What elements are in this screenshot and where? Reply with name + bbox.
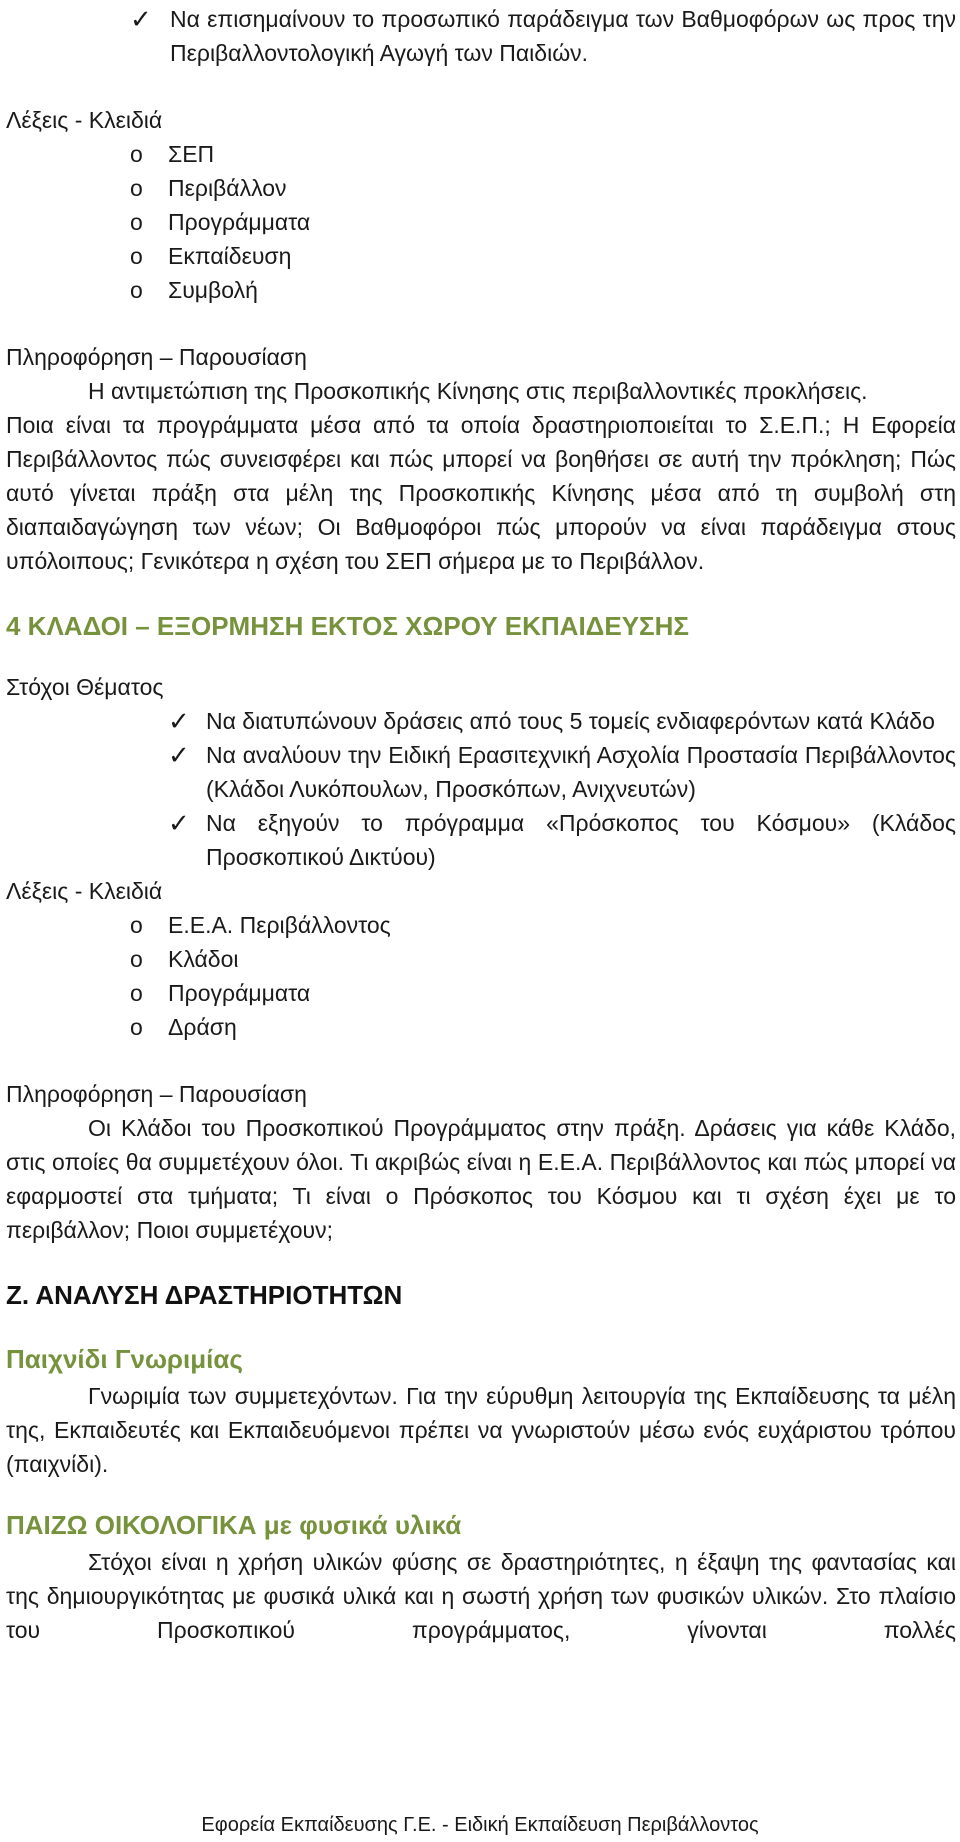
document-page	[6, 0, 956, 1647]
keyword-item: o Κλάδοι	[6, 942, 956, 976]
check-mark-icon: ✓	[168, 740, 190, 770]
info-paragraph: Ποια είναι τα προγράμματα μέσα από τα οποία δραστηριοποιείται το Σ.Ε.Π.; Η Εφορεία Περιβάλλοντος πώς συνεισφέρει και πώς μπορεί να βοηθήσει σε αυτή την πρόκληση; Πώς αυτό γίνεται πράξη στα μέλη της Προσκοπικής Κίνησης μέσα από τη συμβολή στη διαπαιδαγώγηση των νέων; Οι Βαθμοφόροι πώς μπορούν να είναι παράδειγμα στους υπόλοιπους; Γενικότερα η σχέση του ΣΕΠ σήμερα με το Περιβάλλον.	[6, 412, 956, 574]
section-heading: 4 ΚΛΑΔΟΙ – ΕΞΟΡΜΗΣΗ ΕΚΤΟΣ ΧΩΡΟΥ ΕΚΠΑΙΔΕΥΣΗΣ	[6, 611, 690, 641]
goal-text: Να διατυπώνουν δράσεις από τους 5 τομείς ενδιαφερόντων κατά Κλάδο	[206, 708, 935, 734]
hollow-circle-bullet-icon: o	[130, 243, 143, 269]
hollow-circle-bullet-icon: o	[130, 175, 143, 201]
check-mark-icon: ✓	[168, 808, 190, 838]
keyword-item: o Δράση	[6, 1010, 956, 1044]
info-paragraph-first: Η αντιμετώπιση της Προσκοπικής Κίνησης στις περιβαλλοντικές προκλήσεις.	[88, 378, 868, 404]
goals-label: Στόχοι Θέματος	[6, 674, 164, 700]
page-footer: Εφορεία Εκπαίδευσης Γ.Ε. - Ειδική Εκπαίδευση Περιβάλλοντος	[201, 1814, 759, 1836]
keyword-item: o Προγράμματα	[6, 205, 956, 239]
hollow-circle-bullet-icon: o	[130, 912, 143, 938]
info-paragraph: Οι Κλάδοι του Προσκοπικού Προγράμματος στην πράξη. Δράσεις για κάθε Κλάδο, στις οποίες θα συμμετέχουν όλοι. Τι ακριβώς είναι η Ε.Ε.Α. Περιβάλλοντος και πώς μπορεί να εφαρμοστεί στα τμήματα; Τι είναι ο Πρόσκοπος του Κόσμου και τι σχέση έχει με το περιβάλλον; Ποιοι συμμετέχουν;	[6, 1115, 956, 1243]
activity-paragraph: Γνωριμία των συμμετεχόντων. Για την εύρυθμη λειτουργία της Εκπαίδευσης τα μέλη της, Εκπαιδευτές και Εκπαιδευόμενοι πρέπει να γνωριστούν μέσω ενός ευχάριστου τρόπου (παιχνίδι).	[6, 1383, 956, 1477]
keyword-item: o Περιβάλλον	[6, 171, 956, 205]
keyword-item: o Ε.Ε.Α. Περιβάλλοντος	[6, 908, 956, 942]
hollow-circle-bullet-icon: o	[130, 209, 143, 235]
hollow-circle-bullet-icon: o	[130, 141, 143, 167]
goal-text: Να εξηγούν το πρόγραμμα «Πρόσκοπος του Κόσμου» (Κλάδος Προσκοπικού Δικτύου)	[206, 810, 956, 870]
activity-heading: ΠΑΙΖΩ ΟΙΚΟΛΟΓΙΚΑ με φυσικά υλικά	[6, 1510, 462, 1540]
activity-paragraph: Στόχοι είναι η χρήση υλικών φύσης σε δραστηριότητες, η έξαψη της φαντασίας και της δημιουργικότητας με φυσικά υλικά και η σωστή χρήση των φυσικών υλικών. Στο πλαίσιο του Προσκοπικού προγράμματος, γίνονται πολλές	[6, 1549, 956, 1643]
goal-check-item	[6, 2, 956, 70]
goal-text: Να επισημαίνουν το προσωπικό παράδειγμα των Βαθμοφόρων ως προς την Περιβαλλοντολογική Αγωγή των Παιδιών.	[170, 6, 956, 66]
keyword-item: o Προγράμματα	[6, 976, 956, 1010]
keyword-item: o Εκπαίδευση	[6, 239, 956, 273]
keywords-label: Λέξεις - Κλειδιά	[6, 878, 163, 904]
goal-check-item	[6, 738, 956, 806]
check-mark-icon: ✓	[130, 4, 152, 34]
activity-heading: Παιχνίδι Γνωριμίας	[6, 1344, 243, 1374]
keyword-item: o ΣΕΠ	[6, 137, 956, 171]
info-label: Πληροφόρηση – Παρουσίαση	[6, 344, 307, 370]
hollow-circle-bullet-icon: o	[130, 946, 143, 972]
goal-check-item	[6, 704, 956, 738]
keywords-label: Λέξεις - Κλειδιά	[6, 107, 163, 133]
info-label: Πληροφόρηση – Παρουσίαση	[6, 1081, 307, 1107]
hollow-circle-bullet-icon: o	[130, 277, 143, 303]
goal-text: Να αναλύουν την Ειδική Ερασιτεχνική Ασχολία Προστασία Περιβάλλοντος (Κλάδοι Λυκόπουλων, Προσκόπων, Ανιχνευτών)	[206, 742, 956, 802]
keyword-item: o Συμβολή	[6, 273, 956, 307]
section-heading: Ζ. ΑΝΑΛΥΣΗ ΔΡΑΣΤΗΡΙΟΤΗΤΩΝ	[6, 1280, 403, 1310]
hollow-circle-bullet-icon: o	[130, 980, 143, 1006]
hollow-circle-bullet-icon: o	[130, 1014, 143, 1040]
check-mark-icon: ✓	[168, 706, 190, 736]
goal-check-item	[6, 806, 956, 874]
